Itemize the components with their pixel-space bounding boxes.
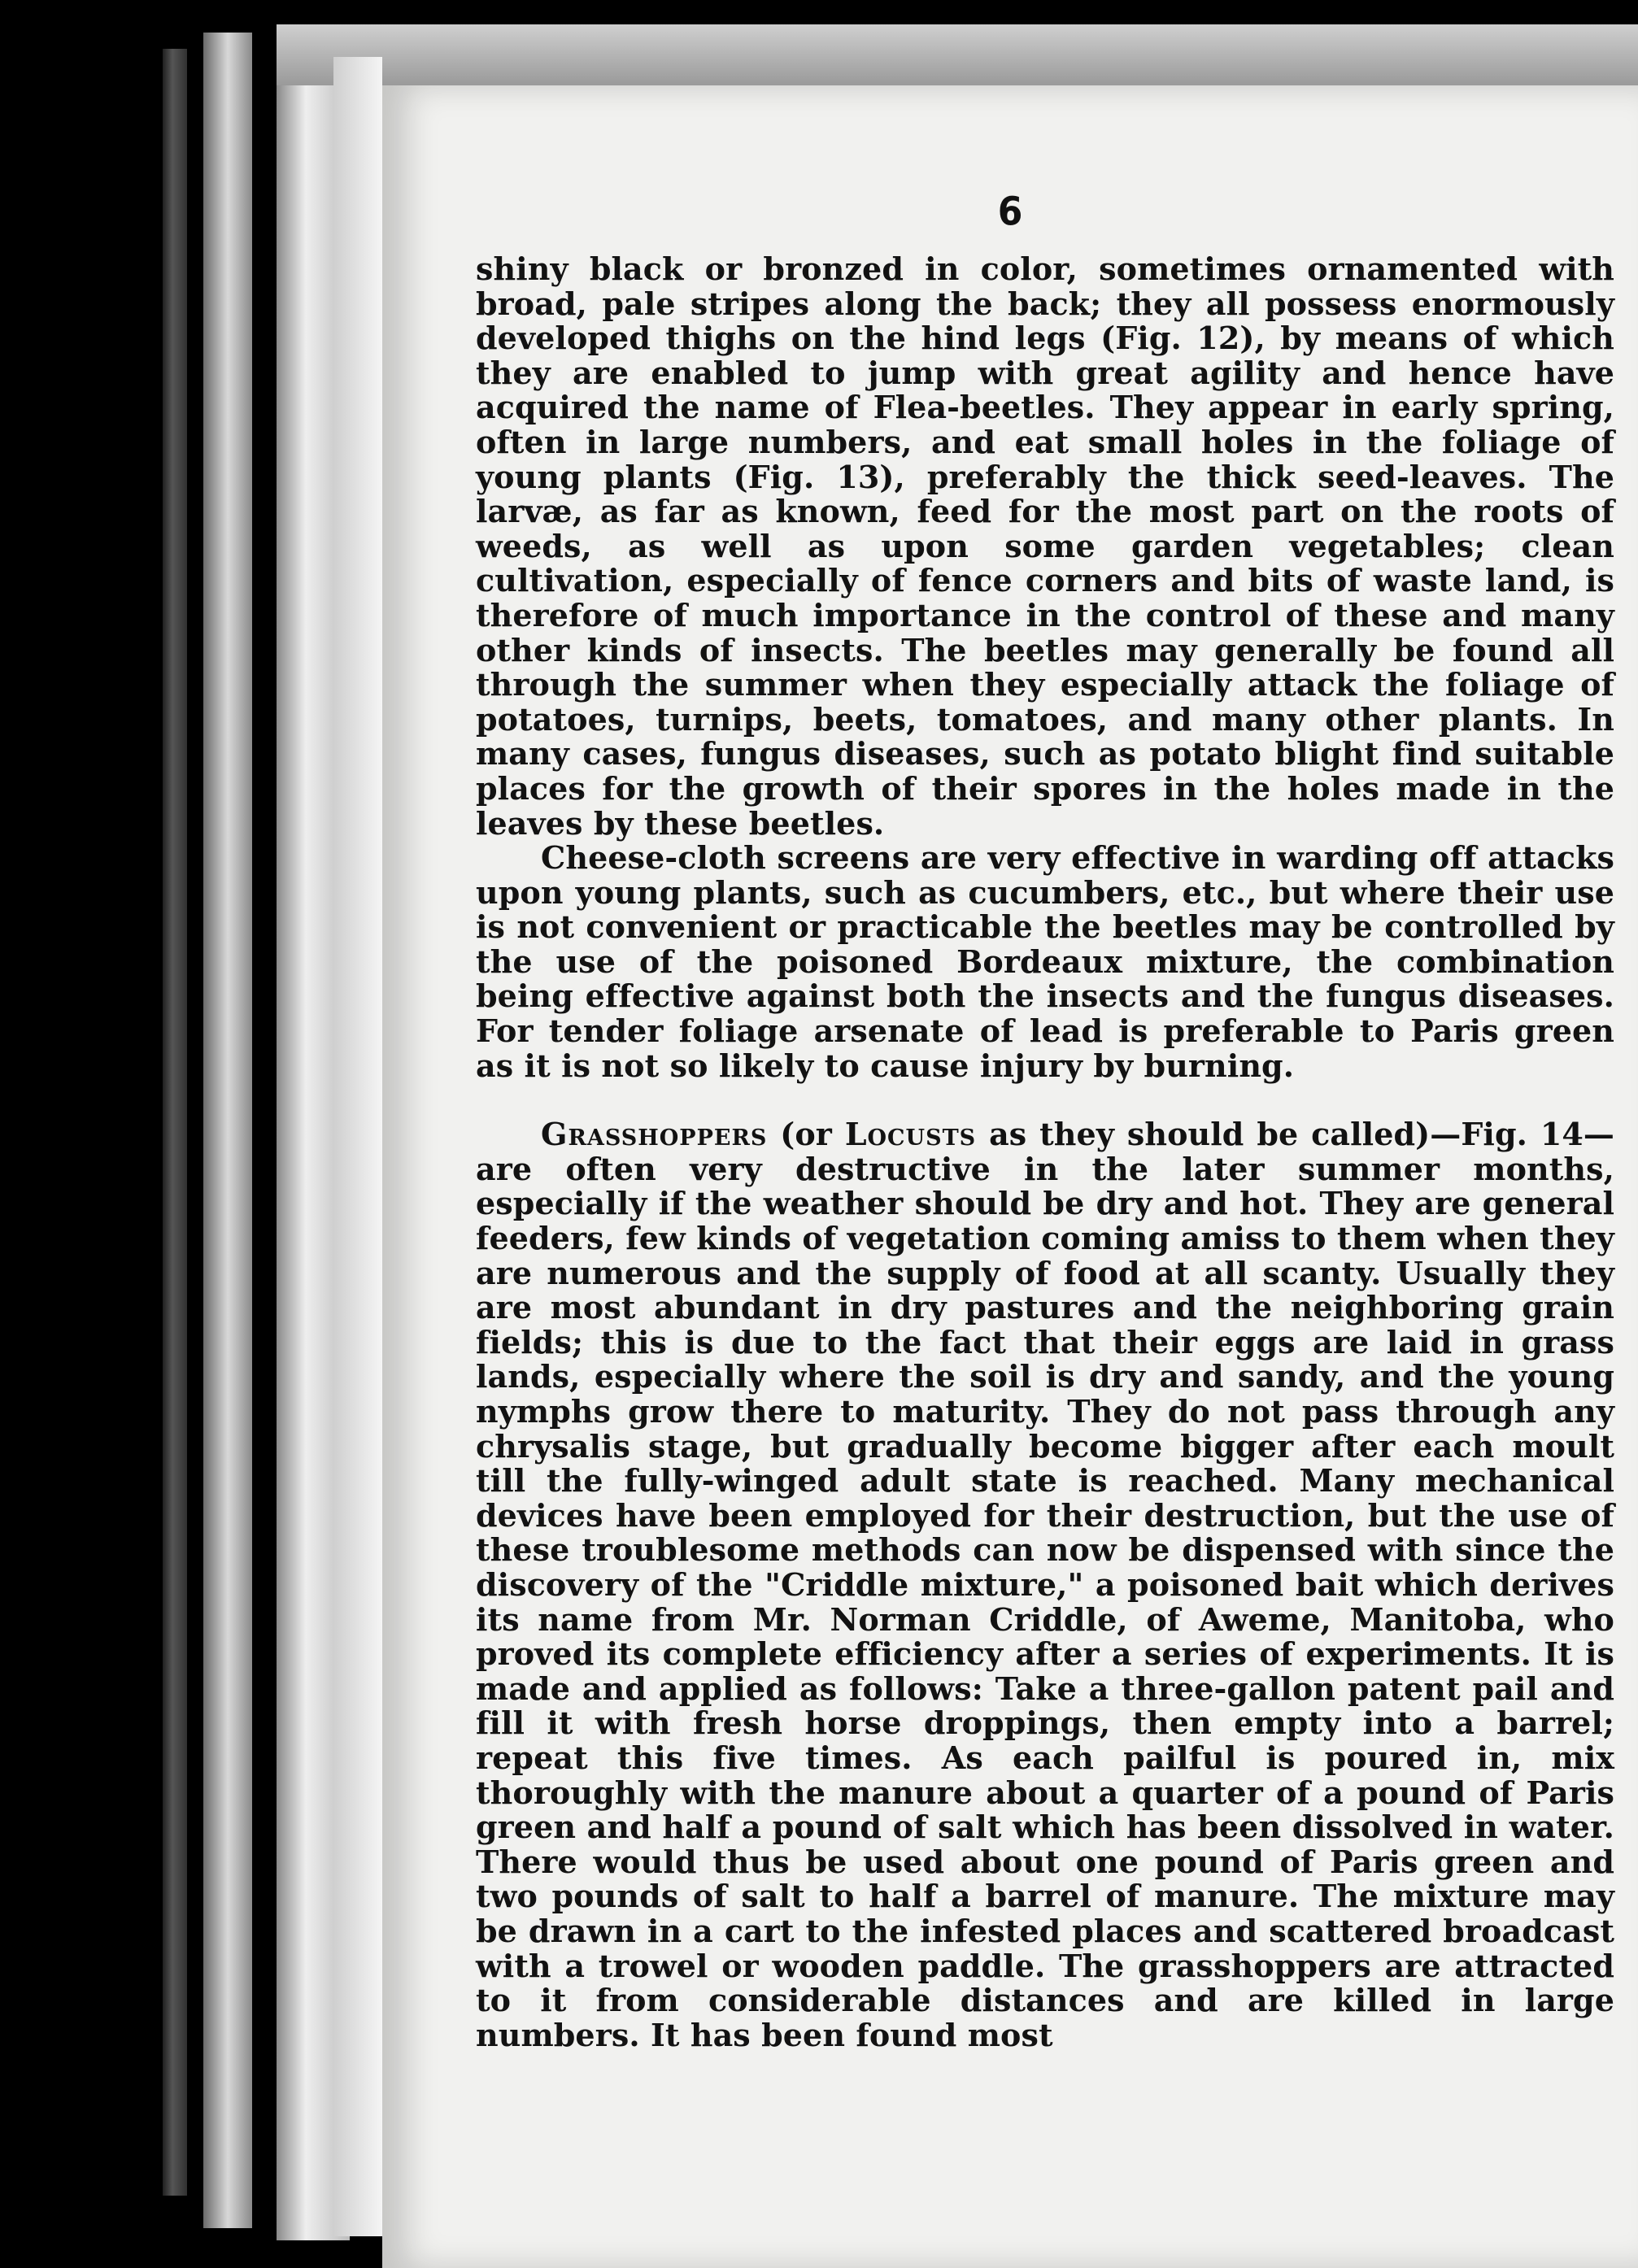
heading-locusts: Locusts <box>844 1116 977 1153</box>
book-page <box>382 85 1638 2268</box>
top-page-edge <box>277 24 1638 85</box>
page-stack-edge <box>203 33 252 2228</box>
paragraph-grasshoppers-text: as they should be called)—Fig. 14—are often very destructive in the later summer months, especially if the weather should be dry and hot. They are general feeders, few kinds of vegetation coming amiss to them when they are numerous and the supply of food at all scanty. Usually they are most abundant in dry pastures and the neighboring grain fields; this is due to the fact that their eggs are laid in grass lands, especially where the soil is dry and sandy, and the young nymphs grow there to maturity. They do not pass through any chrysalis stage, but gradually become bigger after each moult till the fully-winged adult state is reached. Many mechanical devices have been employed for their destruction, but the use of these troublesome methods can now be dispensed with since the discovery of the "Criddle mixture," a poisoned bait which derives its name from Mr. Norman Criddle, of Aweme, Manitoba, who proved its complete efficiency after a series of experiments. It is made and applied as follows: Take a three-gallon patent pail and fill it with fresh horse droppings, then empty into a barrel; repeat this five times. As each pailful is poured in, mix thoroughly with the manure about a quarter of a pound of Paris green and half a pound of salt which has been dissolved in water. There would thus be used about one pound of Paris green and two pounds of salt to half a barrel of manure. The mixture may be drawn in a cart to the infested places and scattered broadcast with a trowel or wooden paddle. The grasshoppers are attracted to it from considerable distances and are killed in large numbers. It has been found most <box>476 1116 1614 2053</box>
paragraph-grasshoppers <box>476 1117 1614 2053</box>
page-number: 6 <box>997 189 1023 235</box>
paragraph-connector: (or <box>767 1116 845 1153</box>
page-body <box>476 252 1614 2053</box>
page-stack-edge <box>163 49 187 2196</box>
paragraph-cheese-cloth: Cheese-cloth screens are very effective in warding off attacks upon young plants, such as cucumbers, etc., but where their use is not convenient or practicable the beetles may be controlled by the use of the poisoned Bordeaux mixture, the combination being effective against both the insects and the fungus diseases. For tender foliage arsenate of lead is preferable to Paris green as it is not so likely to cause injury by burning. <box>476 839 1614 1084</box>
heading-grasshoppers: Grasshoppers <box>541 1116 768 1153</box>
paragraph-flea-beetles: shiny black or bronzed in color, sometimes ornamented with broad, pale stripes along the back; they all possess enormously developed thighs on the hind legs (Fig. 12), by means of which they are enabled to jump with great agility and hence have acquired the name of Flea-beetles. They appear in early spring, often in large numbers, and eat small holes in the foliage of young plants (Fig. 13), preferably the thick seed-leaves. The larvæ, as far as known, feed for the most part on the roots of weeds, as well as upon some garden vegetables; clean cultivation, especially of fence corners and bits of waste land, is therefore of much importance in the control of these and many other kinds of insects. The beetles may generally be found all through the summer when they especially attack the foliage of potatoes, turnips, beets, tomatoes, and many other plants. In many cases, fungus diseases, such as potato blight find suitable places for the growth of their spores in the holes made in the leaves by these beetles. <box>476 250 1614 842</box>
page-gutter-shadow <box>333 57 382 2236</box>
